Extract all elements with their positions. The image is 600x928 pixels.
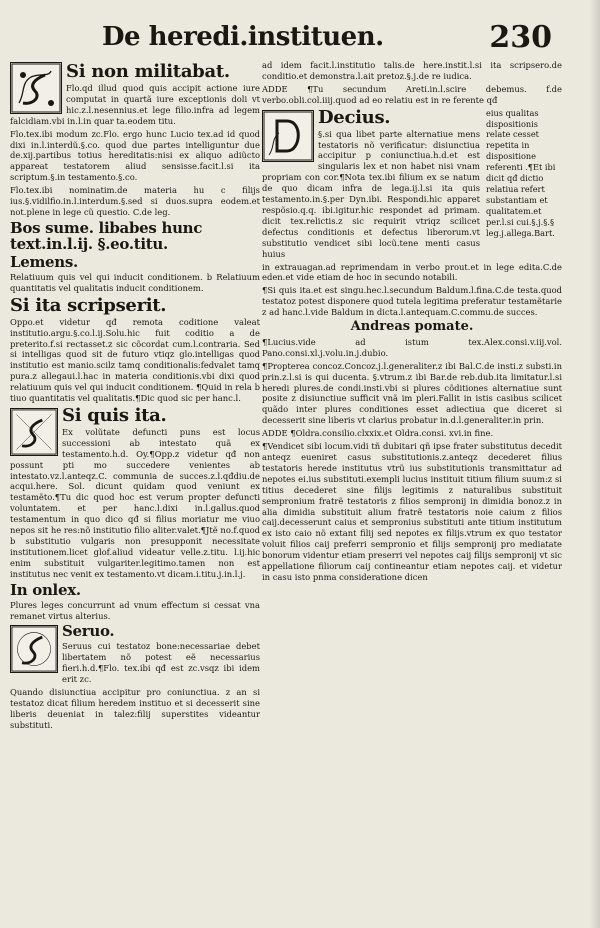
gloss-paragraph: Oppo.et videtur qđ remota coditione valeat institutio.argu.§.co.l.ij.Solu.hic fuit coditio a de preterito.f.si rectasset.z sic cõcordat cum.l.contraria. Sed si intelligas quod sit de futuro vtiqz glo.intelligas quod institutio est manio.scilz tamq conditionalis:fedvalet tamq pura.z allegaui.l.hac in materia conditionis.vbi dixi quod relatiuum quis vel qui inducit conditionem. ¶Quid in rela b tiuo quantitatis vel qualitatis.¶Dic quod sic per hanc.l.: [10, 316, 260, 404]
rubric-in-onlex: In onlex.: [10, 580, 81, 599]
gloss-paragraph: ¶Vendicet sibi locum.vidi tñ dubitari qñ ipse frater substitutus decedit anteqz eueniret casus substitutionis.z.anteqz decederet filius testatoris herede institutus vtrũ ius substitutionis transmittatur ad nepotes ei.ius substituti.exempli lucius instituit titium filium suum:z si titius decederet sine filijs legitimis z naturalibus substituit sempronium fratrẽ testatoris z filios sempronij in dimidia bonoz.z in alia dimidia substituit alium fratrẽ testatoris noie caium z filios caij.decesserunt caius et sempronius substituti ante titium institutum ex isto caio nõ extant filij sed nepotes ex filijs.vtrum ex quo testator voluit filios caij preferri sempronio et filijs sempronij pro mediatate bonorum videntur etiam preserri vel nepotes caij filijs sempronij vt sic appellatione filiorum caij contineantur etiam nepotes caij. et videtur in casu isto pnma consideratione dicen: [262, 441, 562, 582]
rubric-si-quis-ita: Si quis ita.: [62, 404, 167, 426]
rubric-decius: Decius.: [318, 106, 391, 128]
gloss-paragraph: Flo.qd illud quod quis accipit actione iure computat in quartã iure exceptionis doli vt hic.z.l.nesennius.et lege filio.infra ad legem falcidiam.vbi in.l.in quar ta.eodem titu.: [10, 83, 260, 126]
gloss-paragraph: Relatiuum quis vel qui inducit conditionem. b Relatiuum quantitatis vel qualitatis inducit conditionem.: [10, 271, 260, 293]
gloss-paragraph: ADDE ¶Oldra.consilio.clxxix.et Oldra.consi. xvi.in fine.: [262, 428, 494, 439]
gloss-paragraph: ¶Si quis ita.et est singu.hec.l.secundum Baldum.l.fina.C.de testa.quod testatoz potest disponere quod tutela legitima preferatur testamẽtarie z ad hanc.l.vide Baldum in dicta.l.antequam.C.commu.de succes.: [262, 285, 562, 318]
gloss-paragraph: Seruus cui testatoz bone:necessariae debet libertatem nõ potest eẽ necessarius fieri.h.d.¶Flo. tex.ibi qđ est zc.vsqz ibi idem erit zc.: [62, 641, 260, 685]
rubric-lemens: Lemens.: [10, 252, 78, 271]
gloss-paragraph: §.si qua libet parte alternatiue mens testatoris nõ verificatur: disiunctiua accipitur p coniunctiua.h.d.et est singularis lex et non habet nisi vnam propriam con cor.¶Nota tex.ibi filium ex se natum de quo dicam infra de lega.ij.l.si ita quis testamento.in.§.per Dyn.ibi. Respondi.hic apparet respõsio.q.q. ibi.igitur.hic respondet ad primam. dicit tex.relictis.z sic requirit vtriqz scilicet defectus conditionis et defectus liberorum.vt substitutio vendicet sibi locũ.tene menti casus huius: [262, 128, 480, 259]
right-column: [262, 60, 562, 910]
gloss-paragraph: Quando disiunctiua accipitur pro coniunctiua. z an si testatoz dicat filium heredem instituo et si decesserit sine liberis deueniat in talez:filij superstites videantur substituti.: [10, 687, 260, 730]
gloss-paragraph: ¶Lucius.vide ad istum tex.Alex.consi.v.iij.vol. Pano.consi.xl.j.volu.in.j.dubio.: [262, 336, 562, 358]
folio-number: 230: [489, 20, 552, 55]
decorated-initial-s-icon: [10, 625, 58, 673]
page-header: [14, 6, 586, 54]
rubric-si-ita-scripserit: Si ita scripserit.: [10, 294, 167, 316]
gloss-paragraph: in extrauagan.ad reprimendam in verbo prout.et in lege edita.C.de eden.et vide etiam de hoc in secundo notabili.: [262, 261, 562, 283]
margin-note-author: Andreas pomate.: [350, 319, 474, 335]
page-edge-shadow: [590, 0, 600, 928]
side-gloss: eius qualitas dispositionis relate cesset repetita in dispositione referenti .¶Et ibi dicit qđ dictio relatiua refert substantiam et qualitatem.et per.l.si cui.§.j.§.§ leg.j.allega.Bart.: [486, 107, 556, 238]
left-column: [10, 60, 260, 910]
gloss-paragraph: Flo.tex.ibi modum zc.Flo. ergo hunc Lucio tex.ad id quod dixi in.l.interdũ.§.co. quod due partes intelliguntur due de.xij.partibus totius hereditatis:nisi ex aliquo adiũcto appareat testatorem aliud sensisse.facit.l.si ita scriptum.§.in testamento.§.co.: [10, 128, 260, 183]
gloss-paragraph: Ex volũtate defuncti puns est locus successioni ab intestato quã ex testamento.h.d. Oy.¶Opp.z videtur qđ non possunt pti mo succedere venientes ab intestato.vz.l.anteqz.C. communia de succes.z.l.qđdiu.de acqui.here. Sol. dicunt quidam quod veniunt ex testamẽto.¶Tu dic quod hoc est verum propter defuncti voluntatem. et per hanc.l.dixi in.l.gallus.quod testamentum in quo dico qđ si filius moriatur me viuo nepos sit he res:nõ institutio filio aliter.valet.¶Jtẽ no.f.quod b substitutio vulgaris non presupponit necessitate institutionem.licet glof.aliud videatur velle.z.titu. l.ij.hic enim substituit vulgariter.legitimo.tamen non est institutus nec venit ex testamento.vt dicam.i.titu.j.in.l.j.: [10, 426, 260, 579]
running-title: De heredi.instituen.: [102, 22, 384, 52]
gloss-paragraph: Plures leges concurrunt ad vnum effectum si cessat vna remanet virtus alterius.: [10, 599, 260, 621]
decorated-initial-s-icon: [10, 62, 62, 114]
decorated-initial-s-icon: [10, 408, 58, 456]
rubric-si-non-militabat: Si non militabat.: [66, 61, 230, 82]
gloss-paragraph: ADDE ¶Tu secundum Areti.in.l.scire debemus. f.de verbo.obli.col.iiij.quod ad eo relatiu est in re ferente qđ: [262, 83, 562, 105]
rubric-bos-sume: Bos sume. libabes hunc text.in.l.ij. §.eo.titu.: [10, 218, 203, 253]
rubric-seruo: Seruo.: [62, 622, 115, 641]
gloss-paragraph: Flo.tex.ibi nominatim.de materia hu c filijs ius.§.vidilfio.in.l.interdum.§.sed si duos.supra eodem.et not.plene in lege cũ questio. C.de leg.: [10, 185, 260, 217]
gloss-paragraph: ¶Propterea concoz.Concoz.j.l.generaliter.z ibi Bal.C.de insti.z substi.in prin.z.l.si is qui ducenta. §.vtrum.z ibi Bar.de reb.dub.ita limitatur.l.si heredi plures.de condi.insti.vbi si plures cõditiones alternatiue sunt posite z disiunctiue sufficit vnã im pleri.Fallit in istis casibus scilicet quãdo inter plures conditiones esset adiectiua que diceret si decesserit sine liberis vt clarius probatur in.d.l.generaliter.in prin.: [262, 360, 562, 426]
gloss-paragraph: ad idem facit.l.institutio talis.de here.instit.l.si ita scripsero.de conditio.et demonstra.l.ait pretoz.§.j.de re iudica.: [262, 60, 562, 81]
decorated-initial-d-icon: [262, 110, 314, 162]
